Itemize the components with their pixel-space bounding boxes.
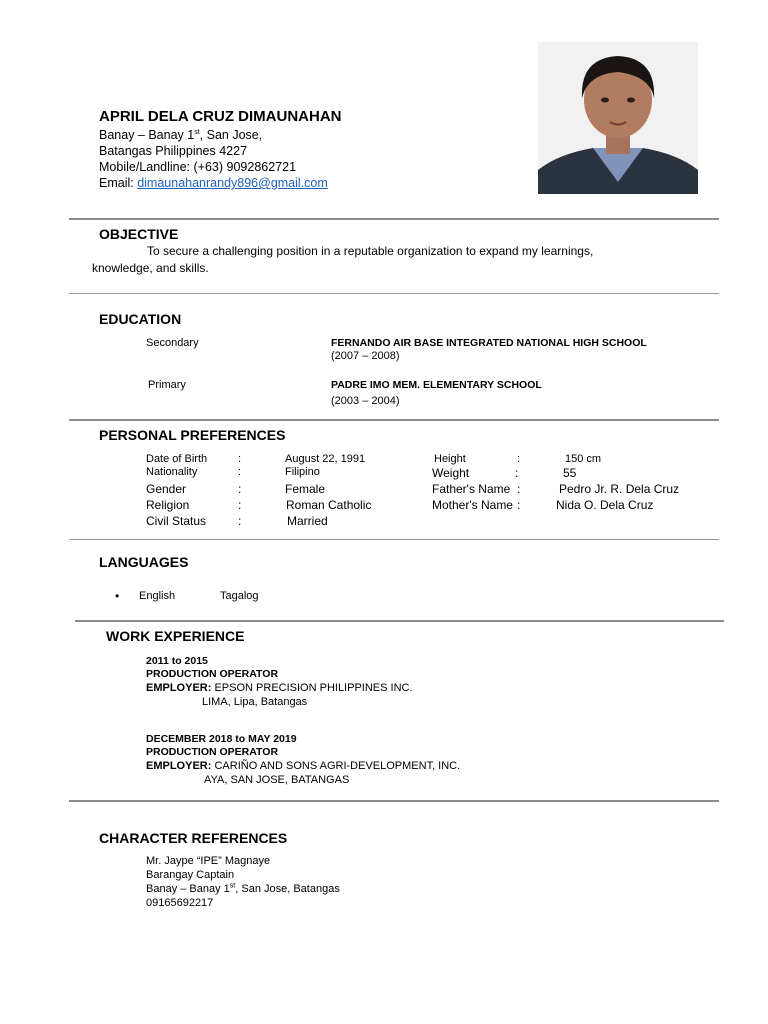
field-value: Married xyxy=(287,514,328,528)
field-value: August 22, 1991 xyxy=(285,453,366,465)
colon: : xyxy=(238,514,242,528)
field-value: Nida O. Dela Cruz xyxy=(556,498,654,512)
field-label: Nationality xyxy=(146,466,198,478)
field-value: Pedro Jr. R. Dela Cruz xyxy=(559,482,680,496)
job-period: 2011 to 2015 xyxy=(146,655,208,667)
language-item: English xyxy=(139,590,176,602)
objective-heading: OBJECTIVE xyxy=(99,226,179,242)
school-years: (2007 – 2008) xyxy=(331,350,400,362)
email-line: Email: dimaunahanrandy896@gmail.com xyxy=(99,176,328,190)
education-level: Secondary xyxy=(146,337,199,349)
address-line-2: Batangas Philippines 4227 xyxy=(99,144,248,158)
colon: : xyxy=(238,466,242,478)
school-name: FERNANDO AIR BASE INTEGRATED NATIONAL HIGH SCHOOL xyxy=(331,337,647,349)
divider xyxy=(69,800,719,802)
references-heading: CHARACTER REFERENCES xyxy=(99,830,288,846)
job-location: AYA, SAN JOSE, BATANGAS xyxy=(204,774,350,786)
divider xyxy=(69,539,719,540)
personal-heading: PERSONAL PREFERENCES xyxy=(99,427,286,443)
field-value: Filipino xyxy=(285,466,320,478)
reference-name: Mr. Jaype “IPE” Magnaye xyxy=(146,855,271,867)
colon: : xyxy=(515,466,519,480)
divider xyxy=(69,218,719,220)
field-label: Date of Birth xyxy=(146,453,208,465)
bullet-icon: • xyxy=(115,589,120,603)
job-employer: EMPLOYER: CARIÑO AND SONS AGRI-DEVELOPMENT, INC. xyxy=(146,760,461,772)
field-label: Religion xyxy=(146,498,190,512)
school-years: (2003 – 2004) xyxy=(331,395,400,407)
field-label: Father's Name xyxy=(432,482,511,496)
work-heading: WORK EXPERIENCE xyxy=(106,628,245,644)
reference-position: Barangay Captain xyxy=(146,869,235,881)
field-value: 55 xyxy=(563,466,577,480)
divider xyxy=(69,419,719,421)
colon: : xyxy=(517,482,521,496)
reference-address: Banay – Banay 1st, San Jose, Batangas xyxy=(146,882,340,895)
language-item: Tagalog xyxy=(220,590,259,602)
school-name: PADRE IMO MEM. ELEMENTARY SCHOOL xyxy=(331,379,542,391)
reference-phone: 09165692217 xyxy=(146,897,214,909)
education-heading: EDUCATION xyxy=(99,311,182,327)
divider xyxy=(75,620,724,622)
field-label: Height xyxy=(434,453,466,465)
job-period: DECEMBER 2018 to MAY 2019 xyxy=(146,733,297,745)
field-label: Gender xyxy=(146,482,187,496)
address-line-1: Banay – Banay 1st, San Jose, xyxy=(99,128,263,142)
field-value: 150 cm xyxy=(565,453,602,465)
objective-line-1: To secure a challenging position in a reputable organization to expand my learnings, xyxy=(147,244,594,258)
colon: : xyxy=(238,498,242,512)
languages-heading: LANGUAGES xyxy=(99,554,189,570)
applicant-name: APRIL DELA CRUZ DIMAUNAHAN xyxy=(99,108,342,125)
field-value: Roman Catholic xyxy=(286,498,372,512)
field-label: Weight xyxy=(432,466,470,480)
job-title: PRODUCTION OPERATOR xyxy=(146,668,279,680)
profile-photo xyxy=(538,42,698,194)
field-label: Civil Status xyxy=(146,514,207,528)
colon: : xyxy=(238,453,242,465)
job-employer: EMPLOYER: EPSON PRECISION PHILIPPINES INC. xyxy=(146,682,413,694)
colon: : xyxy=(517,498,521,512)
objective-line-2: knowledge, and skills. xyxy=(92,261,209,275)
field-value: Female xyxy=(285,482,326,496)
email-link[interactable]: dimaunahanrandy896@gmail.com xyxy=(137,176,328,190)
colon: : xyxy=(517,453,521,465)
job-location: LIMA, Lipa, Batangas xyxy=(202,696,308,708)
job-title: PRODUCTION OPERATOR xyxy=(146,746,279,758)
divider xyxy=(69,293,719,294)
colon: : xyxy=(238,482,242,496)
education-level: Primary xyxy=(148,379,186,391)
field-label: Mother's Name xyxy=(432,498,513,512)
mobile-number: Mobile/Landline: (+63) 9092862721 xyxy=(99,160,297,174)
